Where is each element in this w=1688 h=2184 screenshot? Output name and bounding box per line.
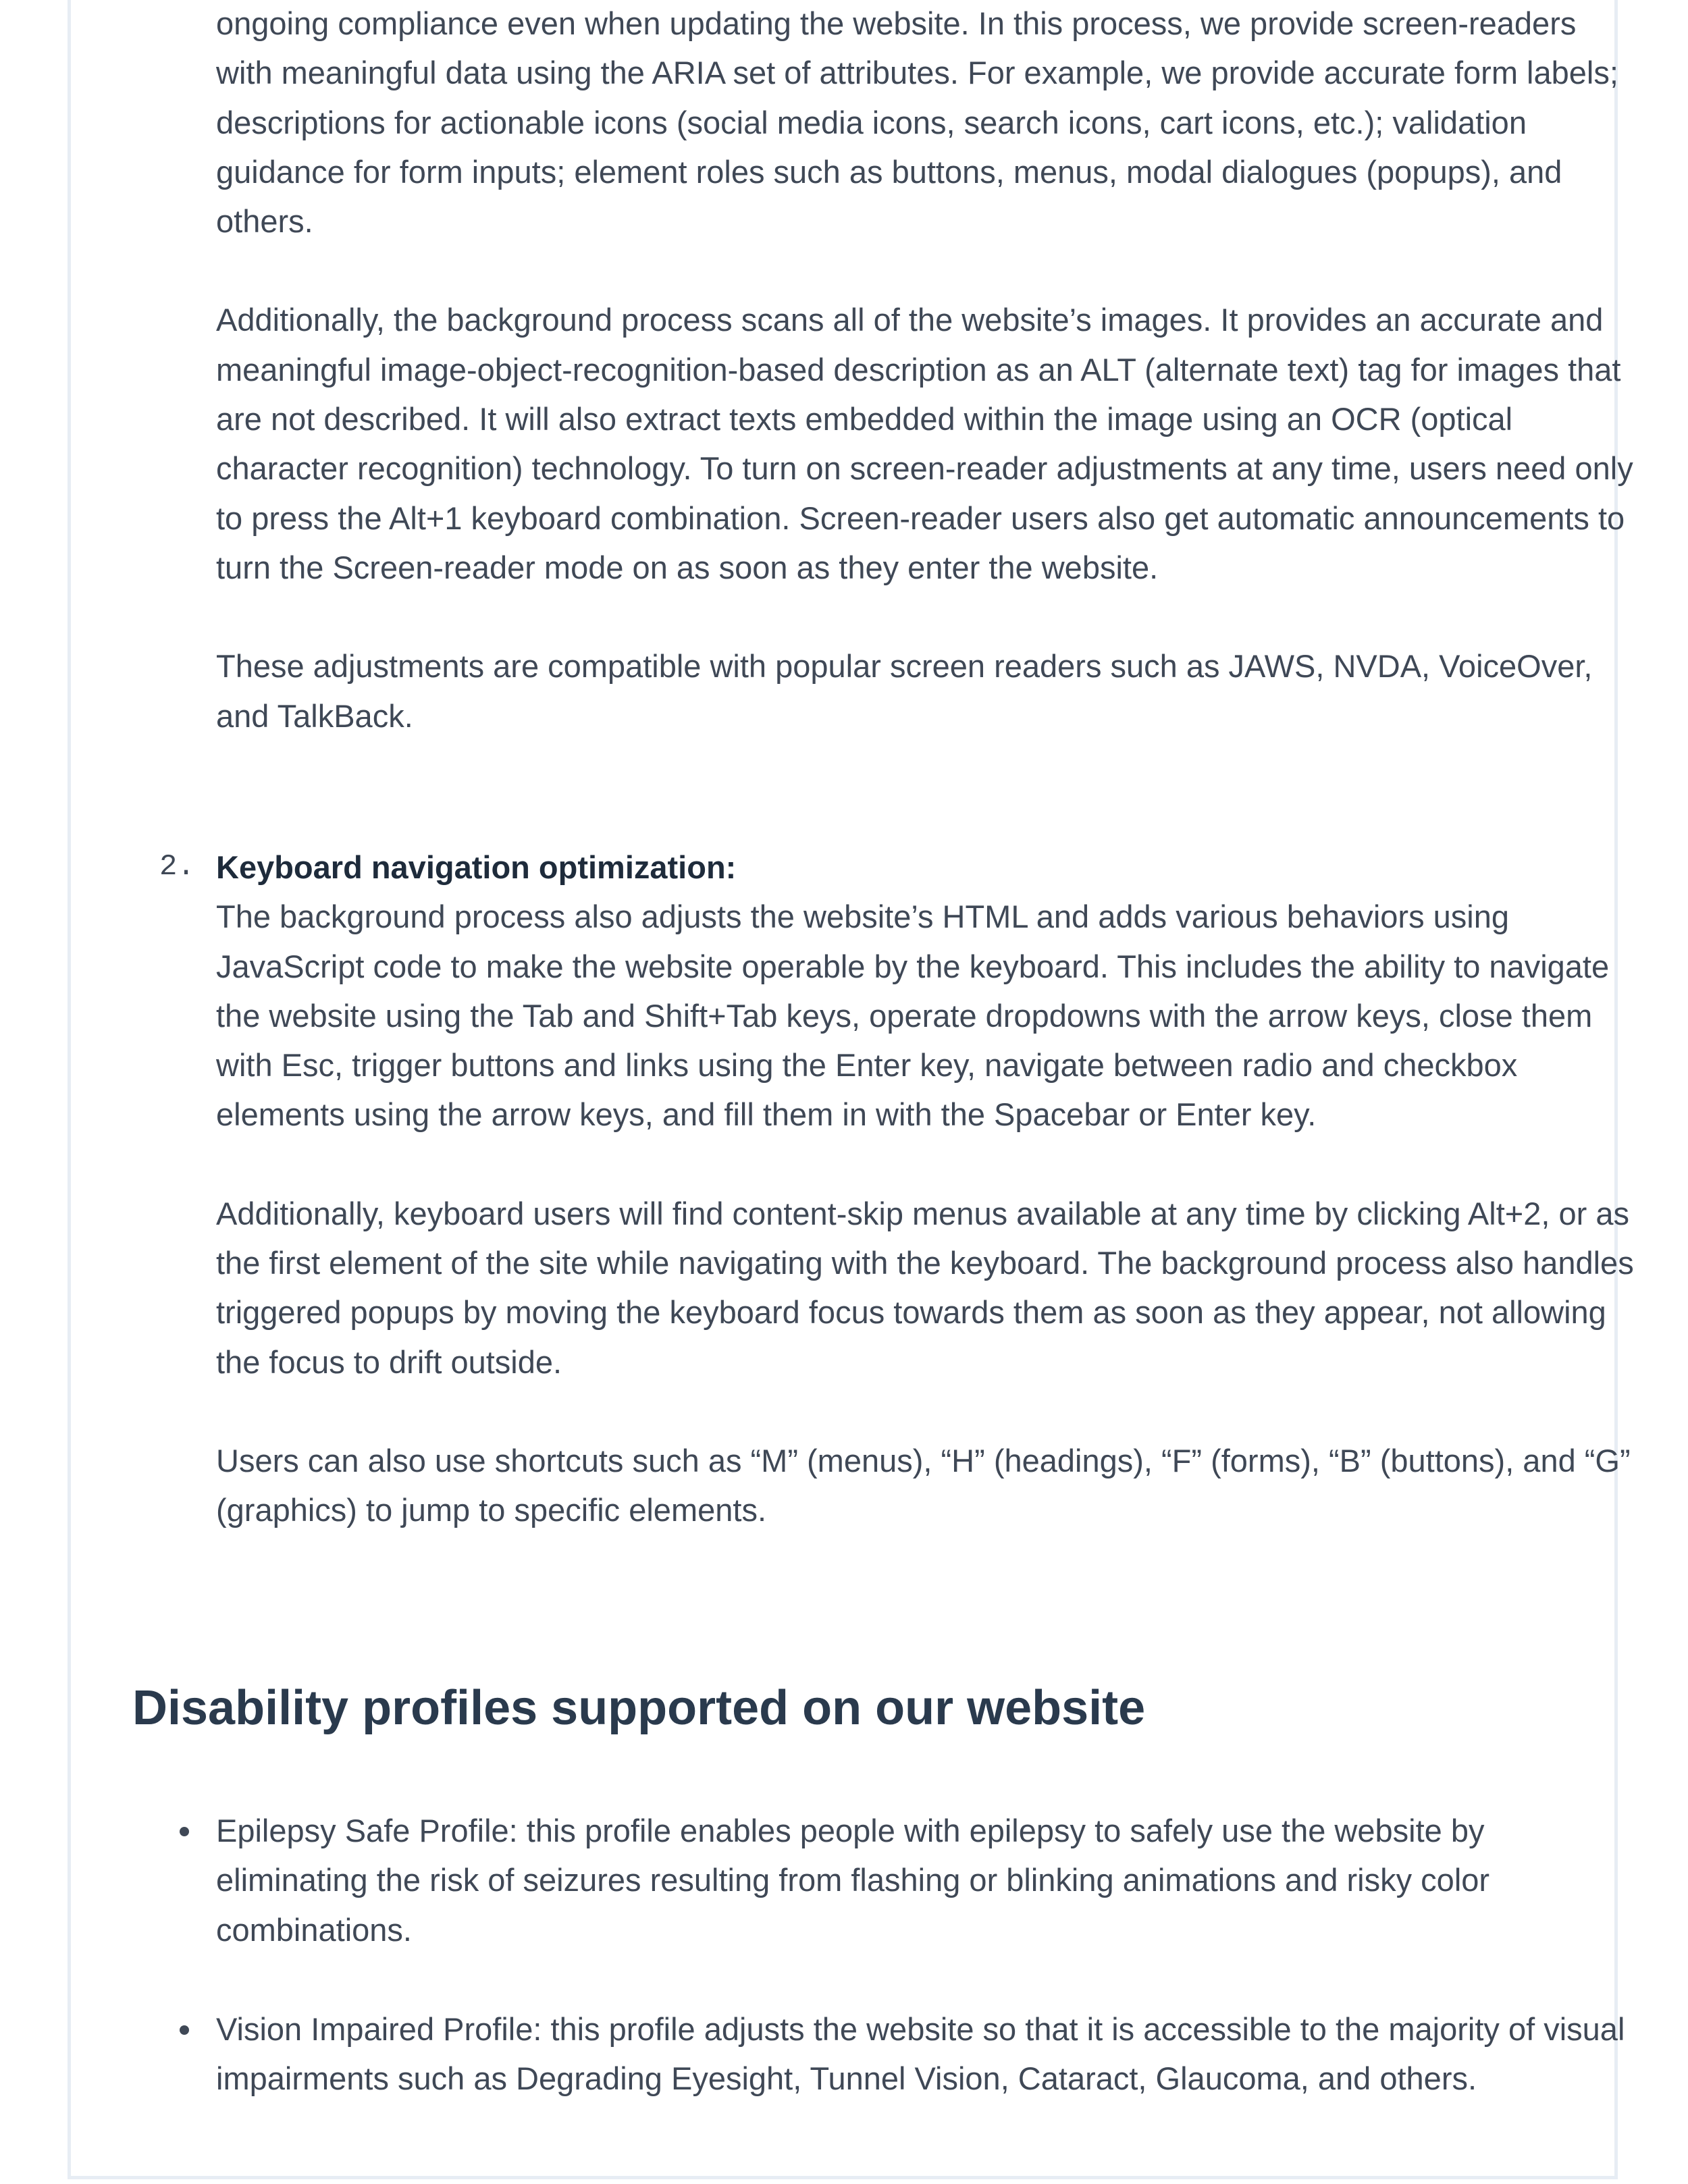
- section-heading-disability-profiles: Disability profiles supported on our website: [132, 1681, 1146, 1735]
- paragraph-content-skip: Additionally, keyboard users will find content-skip menus available at any time by clicking Alt+2, or as the first element of the site while navigating with the keyboard. The background process also handles triggered popups by moving the keyboard focus towards them as soon as they appear, not allowing the focus to drift outside.: [216, 1195, 1634, 1380]
- list-item-vision-profile: [132, 2004, 1641, 2104]
- paragraph-keyboard-html: The background process also adjusts the website’s HTML and adds various behaviors using JavaScript code to make the website operable by the keyboard. This includes the ability to navigate the website using the Tab and Shift+Tab keys, operate dropdowns with the arrow keys, close them with Esc, trigger buttons and links using the Enter key, navigate between radio and checkbox elements using the arrow keys, and fill them in with the Spacebar or Enter key.: [216, 899, 1610, 1133]
- bullet-dot: [180, 2025, 189, 2035]
- bullet-text-epilepsy: Epilepsy Safe Profile: this profile enables people with epilepsy to safely use the website by eliminating the risk of seizures resulting from flashing or blinking animations and risky color combinations.: [216, 1813, 1490, 1948]
- bullet-dot: [180, 1827, 189, 1836]
- paragraph-aria: ongoing compliance even when updating the website. In this process, we provide screen-readers with meaningful data using the ARIA set of attributes. For example, we provide accurate form labels; descriptions for actionable icons (social media icons, search icons, cart icons, etc.); validation guidance for form inputs; element roles such as buttons, menus, modal dialogues (popups), and others.: [216, 5, 1618, 240]
- bullet-text-vision: Vision Impaired Profile: this profile adjusts the website so that it is accessible to the majority of visual impairments such as Degrading Eyesight, Tunnel Vision, Cataract, Glaucoma, and others.: [216, 2011, 1625, 2097]
- list-item-keyboard-navigation: [132, 843, 1641, 1535]
- paragraph-shortcuts: Users can also use shortcuts such as “M” (menus), “H” (headings), “F” (forms), “B” (buttons), and “G” (graphics) to jump to specific elements.: [216, 1442, 1631, 1528]
- list-number: 2.: [159, 850, 195, 884]
- paragraph-screen-reader-compat: These adjustments are compatible with popular screen readers such as JAWS, NVDA, VoiceOver, and TalkBack.: [216, 648, 1593, 734]
- paragraph-images-ocr: Additionally, the background process scans all of the website’s images. It provides an accurate and meaningful image-object-recognition-based description as an ALT (alternate text) tag for images that are not described. It will also extract texts embedded within the image using an OCR (optical character recognition) technology. To turn on screen-reader adjustments at any time, users need only to press the Alt+1 keyboard combination. Screen-reader users also get automatic announcements to turn the Screen-reader mode on as soon as they enter the website.: [216, 302, 1633, 585]
- list-item-screen-reader-continued: [132, 0, 1641, 741]
- list-item-title: Keyboard navigation optimization:: [216, 849, 737, 885]
- list-item-epilepsy-profile: [132, 1806, 1641, 1954]
